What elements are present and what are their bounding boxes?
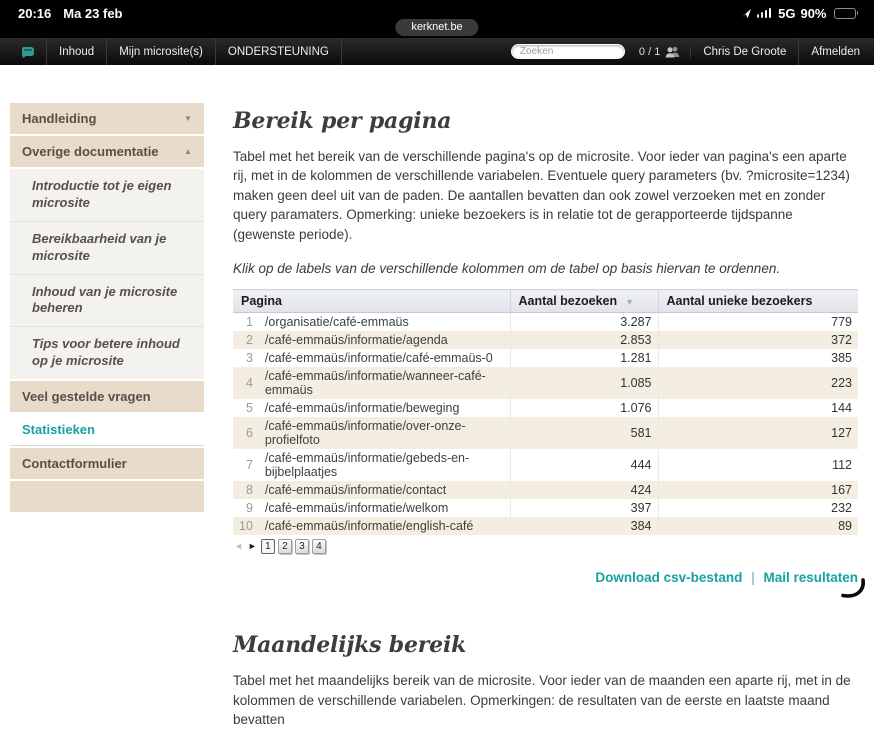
sidebar-item-veel-gestelde-vragen[interactable]: Veel gestelde vragen [10, 381, 204, 412]
table-row [233, 313, 858, 332]
user-counter: 0 / 1 [638, 45, 661, 58]
actions-separator: | [751, 570, 755, 586]
unique-visitors-value: 144 [658, 399, 858, 417]
unique-visitors-value: 89 [658, 517, 858, 535]
page-path: /café-emmaüs/informatie/welkom [264, 501, 449, 516]
row-index: 10 [233, 517, 259, 535]
user-name[interactable]: Chris De Groote [691, 38, 799, 65]
next-page-arrow-icon[interactable]: ► [247, 541, 257, 552]
page-path: /café-emmaüs/informatie/café-emmaüs-0 [264, 351, 493, 366]
table-row [233, 499, 858, 517]
admin-menu [46, 38, 342, 65]
previous-page-arrow-icon[interactable]: ◄ [234, 541, 243, 552]
sidebar-item-introductie[interactable]: Introductie tot je eigen microsite [10, 169, 204, 222]
date: Ma 23 feb [63, 5, 123, 21]
unique-visitors-value: 127 [658, 417, 858, 449]
page-path: /café-emmaüs/informatie/over-onze-profielfoto [259, 417, 510, 449]
search-input[interactable] [511, 44, 625, 59]
row-index: 6 [233, 417, 259, 449]
monthly-title: Maandelijks bereik [233, 632, 467, 659]
row-index: 3 [245, 351, 253, 366]
table-row [233, 349, 858, 367]
unique-visitors-value: 372 [658, 331, 858, 349]
visits-value: 1.076 [510, 399, 658, 417]
main-content [233, 108, 858, 747]
sidebar-item-tips[interactable]: Tips voor betere inhoud op je microsite [32, 336, 180, 369]
table-row [233, 449, 858, 481]
visits-value: 3.287 [510, 313, 658, 332]
column-header-unieke-bezoekers[interactable]: Aantal unieke bezoekers [658, 290, 858, 313]
page-path: /café-emmaüs/informatie/english-café [259, 517, 510, 535]
sort-descending-icon: ▼ [625, 297, 635, 308]
visits-value: 397 [510, 499, 658, 517]
monthly-intro-paragraph: Tabel met het maandelijks bereik van de microsite. Voor ieder van de maanden een aparte rij, met in de kolommen de verschillende variabelen. Opmerkingen: de resultaten van de eerste en laatste maand bevatten [233, 673, 851, 728]
column-header-bezoeken[interactable]: Aantal bezoeken ▼ [510, 290, 658, 313]
visits-value: 581 [510, 417, 658, 449]
table-row [233, 517, 858, 535]
battery-percent-label: 90% [800, 5, 827, 21]
menu-item-ondersteuning[interactable]: ONDERSTEUNING [215, 38, 342, 65]
row-index: 2 [233, 331, 259, 349]
page-path: /café-emmaüs/informatie/gebeds-en-bijbelplaatjes [264, 451, 470, 480]
table-row [233, 367, 858, 399]
sidebar-item-inhoud-beheren[interactable]: Inhoud van je microsite beheren [10, 275, 204, 328]
sidebar-item-handleiding[interactable] [10, 103, 204, 134]
menu-item-inhoud[interactable]: Inhoud [46, 38, 106, 65]
menu-item-mijn-microsites[interactable]: Mijn microsite(s) [106, 38, 215, 65]
pencil-scribble-mark [839, 577, 867, 605]
browser-tab[interactable]: kerknet.be [395, 19, 478, 36]
accordion-label: Handleiding [22, 111, 97, 126]
unique-visitors-value: 167 [658, 481, 858, 499]
sidebar-filler-block [10, 481, 204, 512]
location-services-icon [741, 8, 752, 19]
page-path: /café-emmaüs/informatie/beweging [264, 401, 460, 416]
sort-hint-text: Klik op de labels van de verschillende kolommen om de tabel op basis hiervan te ordennen. [233, 261, 781, 277]
row-index: 9 [245, 501, 253, 516]
sidebar-sublist [10, 169, 204, 379]
reach-table [233, 289, 858, 535]
row-index: 1 [245, 315, 253, 330]
clock: 20:16 [18, 5, 52, 21]
download-csv-link[interactable]: Download csv-bestand [595, 570, 743, 586]
unique-visitors-value: 232 [658, 499, 858, 517]
visits-value: 424 [510, 481, 658, 499]
pagination [233, 539, 858, 554]
page-path: /café-emmaüs/informatie/agenda [259, 331, 510, 349]
unique-visitors-value: 385 [658, 349, 858, 367]
table-row [233, 417, 858, 449]
cellular-signal-icon [757, 8, 772, 18]
sidebar-item-statistieken[interactable]: Statistieken [10, 414, 204, 446]
row-index: 5 [245, 401, 253, 416]
page-title: Bereik per pagina [233, 108, 452, 134]
table-actions [233, 570, 858, 585]
unique-visitors-value: 112 [658, 449, 858, 481]
page-path: /café-emmaüs/informatie/wanneer-café-emmaüs [259, 367, 510, 399]
users-icon[interactable] [665, 46, 691, 58]
table-row [233, 481, 858, 499]
mail-results-link[interactable]: Mail resultaten [763, 570, 858, 586]
sidebar-item-contactformulier[interactable]: Contactformulier [10, 448, 204, 479]
documentation-sidebar [10, 103, 204, 512]
accordion-label: Overige documentatie [22, 144, 159, 159]
row-index: 8 [233, 481, 259, 499]
reach-intro-paragraph: Tabel met het bereik van de verschillende pagina's op de microsite. Voor ieder van pagina's een aparte rij, met in de kolommen de verschillende variabelen. Eventuele query parameters (bv. ?microsite=1234) maken geen deel uit van de paden. De aantallen bevatten dan ook zowel verzoeken met en zonder query paramaters. Opmerking: unieke bezoekers is in relatie tot de gerapporteerde tijdspanne (gewenste periode). [233, 149, 850, 242]
table-row [233, 331, 858, 349]
page-path: /organisatie/café-emmaüs [264, 315, 409, 330]
monthly-section [233, 632, 858, 729]
page-button-4[interactable]: 4 [312, 539, 326, 554]
row-index: 4 [233, 367, 259, 399]
kerknet-logo-icon[interactable] [0, 38, 46, 65]
chevron-up-icon: ▲ [184, 147, 192, 156]
table-header-row [233, 290, 858, 313]
visits-value: 384 [510, 517, 658, 535]
page-button-1[interactable]: 1 [261, 539, 275, 554]
table-row [233, 399, 858, 417]
row-index: 7 [245, 458, 253, 473]
unique-visitors-value: 223 [658, 367, 858, 399]
logout-link[interactable]: Afmelden [811, 45, 860, 58]
page-button-3[interactable]: 3 [295, 539, 309, 554]
visits-value: 1.281 [510, 349, 658, 367]
chevron-down-icon: ▼ [184, 114, 192, 123]
unique-visitors-value: 779 [658, 313, 858, 332]
visits-value: 1.085 [510, 367, 658, 399]
visits-value: 2.853 [510, 331, 658, 349]
sidebar-item-overige-documentatie[interactable] [10, 136, 204, 167]
network-type-label: 5G [778, 5, 796, 21]
visits-value: 444 [510, 449, 658, 481]
sidebar-item-bereikbaarheid[interactable]: Bereikbaarheid van je microsite [10, 222, 204, 275]
battery-icon [834, 8, 859, 19]
top-black-area [0, 0, 874, 38]
admin-toolbar [0, 38, 874, 65]
page-button-2[interactable]: 2 [278, 539, 292, 554]
page-path: /café-emmaüs/informatie/contact [259, 481, 510, 499]
column-header-pagina[interactable]: Pagina [233, 290, 510, 313]
